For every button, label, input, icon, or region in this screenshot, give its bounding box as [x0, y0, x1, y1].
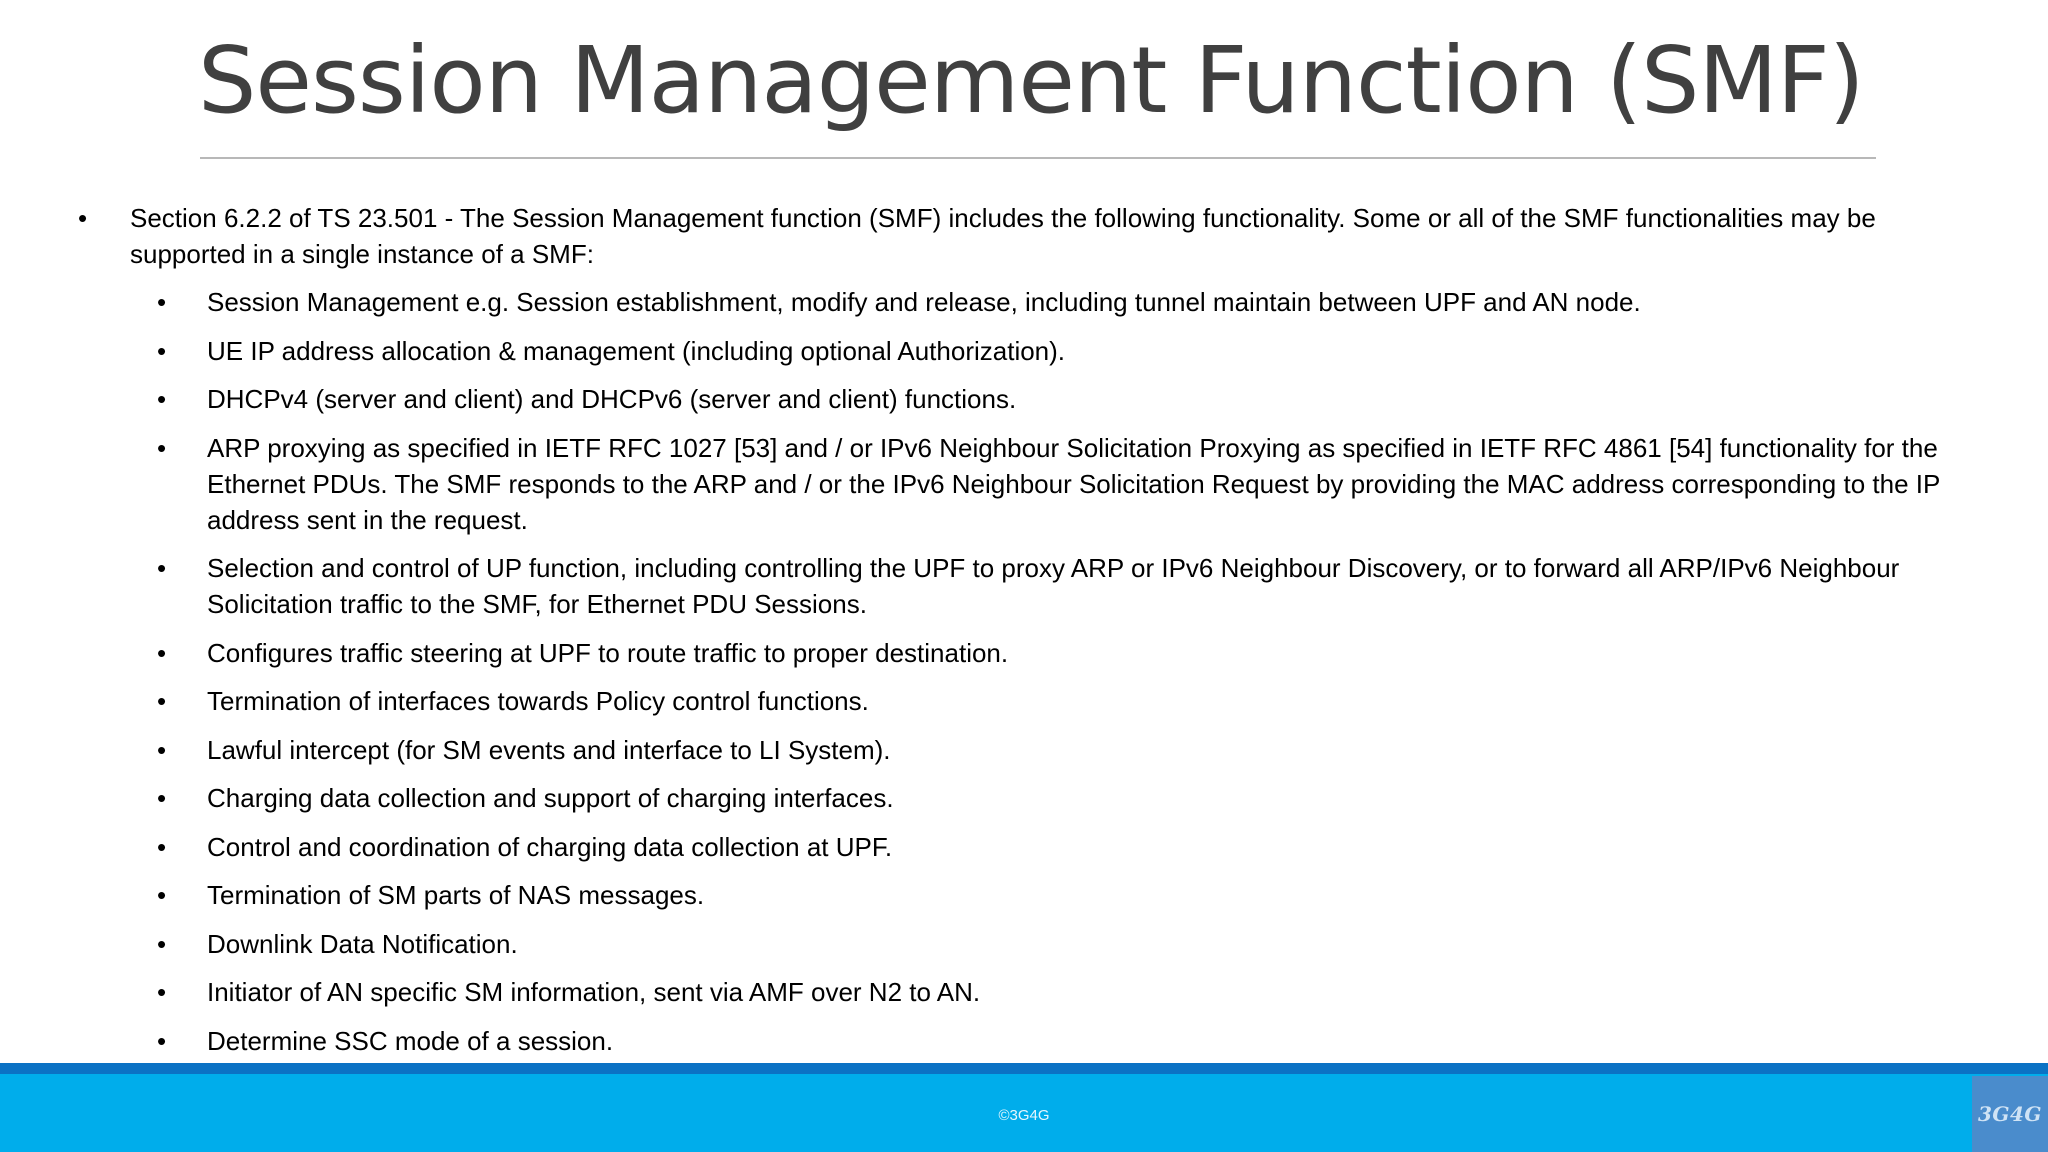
- intro-bullet: • Section 6.2.2 of TS 23.501 - The Session Management function (SMF) includes the following functionality. Some or all of the SMF functionalities may be supported in a single instance of a SMF:: [78, 200, 1998, 272]
- list-item: • Determine SSC mode of a session.: [78, 1023, 1998, 1059]
- list-item: • UE IP address allocation & management (including optional Authorization).: [78, 333, 1998, 369]
- list-item: • Initiator of AN specific SM information, sent via AMF over N2 to AN.: [78, 974, 1998, 1010]
- footer-copyright: ©3G4G: [998, 1107, 1050, 1124]
- list-item: • Lawful intercept (for SM events and interface to LI System).: [78, 732, 1998, 768]
- slide-content: [78, 200, 1998, 1071]
- functionality-list: [78, 284, 1998, 1059]
- list-item: • Termination of interfaces towards Policy control functions.: [78, 683, 1998, 719]
- list-item: • Session Management e.g. Session establishment, modify and release, including tunnel maintain between UPF and AN node.: [78, 284, 1998, 320]
- footer-stripe: [0, 1063, 2048, 1074]
- list-item: • Termination of SM parts of NAS messages.: [78, 877, 1998, 913]
- list-item: • Downlink Data Notification.: [78, 926, 1998, 962]
- logo: [1972, 1076, 2048, 1152]
- list-item: • Configures traffic steering at UPF to route traffic to proper destination.: [78, 635, 1998, 671]
- list-item: • Charging data collection and support of charging interfaces.: [78, 780, 1998, 816]
- list-item: • DHCPv4 (server and client) and DHCPv6 (server and client) functions.: [78, 381, 1998, 417]
- list-item: • Control and coordination of charging data collection at UPF.: [78, 829, 1998, 865]
- title-divider: [200, 157, 1876, 159]
- logo-text: 3G4G: [1978, 1102, 2042, 1126]
- slide-title: Session Management Function (SMF): [198, 27, 1864, 134]
- list-item: • Selection and control of UP function, including controlling the UPF to proxy ARP or IPv6 Neighbour Discovery, or to forward all ARP/IPv6 Neighbour Solicitation traffic to the SMF, for Ethernet PDU Sessions.: [78, 550, 1998, 622]
- list-item: • ARP proxying as specified in IETF RFC 1027 [53] and / or IPv6 Neighbour Solicitation Proxying as specified in IETF RFC 4861 [54] functionality for the Ethernet PDUs. The SMF responds to the ARP and / or the IPv6 Neighbour Solicitation Request by providing the MAC address corresponding to the IP address sent in the request.: [78, 430, 1998, 538]
